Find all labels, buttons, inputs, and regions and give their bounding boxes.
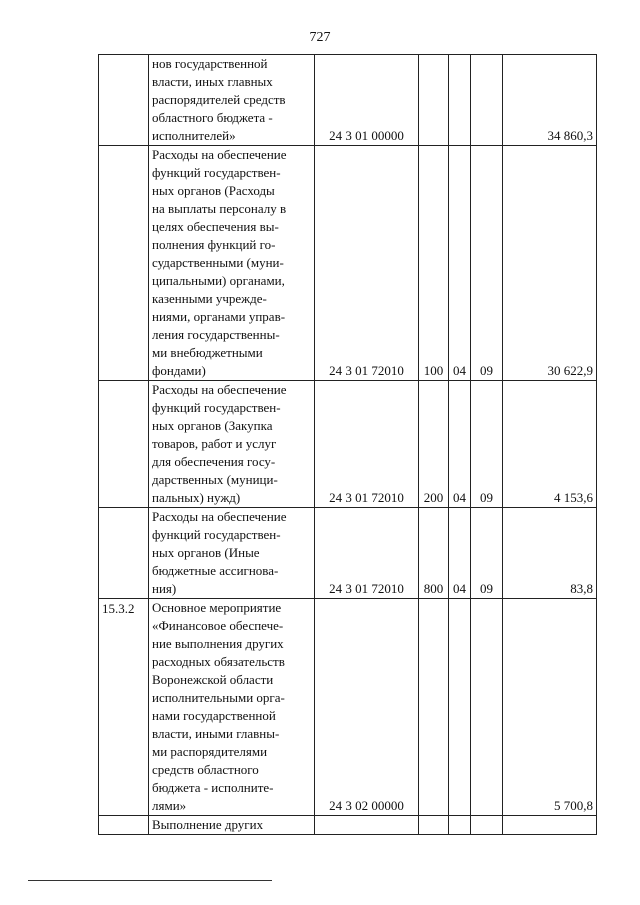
section-cell: 04 (449, 381, 471, 508)
section-cell (449, 55, 471, 146)
description-line: функций государствен- (152, 527, 281, 542)
description-cell (149, 146, 315, 381)
description-line: областного бюджета - (152, 110, 273, 125)
description-line: ных органов (Расходы (152, 183, 275, 198)
description-line: ми распорядителями (152, 744, 268, 759)
description-line: нами государственной (152, 708, 276, 723)
description-line: для обеспечения госу- (152, 454, 276, 469)
budget-table (98, 54, 597, 835)
description-cell (149, 508, 315, 599)
description-line: ния) (152, 581, 177, 596)
description-line: функций государствен- (152, 165, 281, 180)
expense-type-cell (419, 599, 449, 816)
amount-cell (503, 816, 597, 835)
table-row (99, 381, 597, 508)
section-cell (449, 816, 471, 835)
description-line: Расходы на обеспечение (152, 382, 287, 397)
expense-type-cell (419, 55, 449, 146)
row-number-cell (99, 55, 149, 146)
description-line: Выполнение других (152, 817, 264, 832)
target-article-cell: 24 3 02 00000 (315, 599, 419, 816)
description-cell (149, 381, 315, 508)
amount-cell: 34 860,3 (503, 55, 597, 146)
description-line: расходных обязательств (152, 654, 285, 669)
description-line: сударственными (муни- (152, 255, 284, 270)
description-cell (149, 816, 315, 835)
description-line: функций государствен- (152, 400, 281, 415)
table-row (99, 816, 597, 835)
table-row (99, 146, 597, 381)
target-article-cell: 24 3 01 00000 (315, 55, 419, 146)
row-number-cell: 15.3.2 (99, 599, 149, 816)
description-line: полнения функций го- (152, 237, 276, 252)
description-line: Расходы на обеспечение (152, 509, 287, 524)
description-line: ципальными) органами, (152, 273, 285, 288)
description-line: нов государственной (152, 56, 268, 71)
description-line: исполнителей» (152, 128, 236, 143)
description-line: фондами) (152, 363, 206, 378)
section-cell: 04 (449, 508, 471, 599)
description-line: власти, иных главных (152, 74, 273, 89)
description-line: средств областного (152, 762, 259, 777)
subsection-cell: 09 (471, 508, 503, 599)
row-number-cell (99, 381, 149, 508)
description-cell (149, 55, 315, 146)
expense-type-cell: 800 (419, 508, 449, 599)
section-cell (449, 599, 471, 816)
subsection-cell (471, 599, 503, 816)
subsection-cell: 09 (471, 381, 503, 508)
amount-cell: 5 700,8 (503, 599, 597, 816)
description-line: пальных) нужд) (152, 490, 241, 505)
description-line: товаров, работ и услуг (152, 436, 277, 451)
description-line: ления государственны- (152, 327, 280, 342)
table-row (99, 508, 597, 599)
footnote-rule (28, 880, 272, 881)
description-line: Расходы на обеспечение (152, 147, 287, 162)
section-cell: 04 (449, 146, 471, 381)
target-article-cell: 24 3 01 72010 (315, 381, 419, 508)
description-line: распорядителей средств (152, 92, 286, 107)
description-line: Основное мероприятие (152, 600, 282, 615)
expense-type-cell: 100 (419, 146, 449, 381)
description-line: бюджета - исполните- (152, 780, 274, 795)
row-number-cell (99, 816, 149, 835)
table-row (99, 55, 597, 146)
description-line: целях обеспечения вы- (152, 219, 279, 234)
description-line: исполнительными орга- (152, 690, 285, 705)
description-line: ние выполнения других (152, 636, 284, 651)
description-line: дарственных (муници- (152, 472, 278, 487)
amount-cell: 4 153,6 (503, 381, 597, 508)
expense-type-cell (419, 816, 449, 835)
description-line: Воронежской области (152, 672, 274, 687)
amount-cell: 30 622,9 (503, 146, 597, 381)
description-line: на выплаты персоналу в (152, 201, 287, 216)
description-line: ниями, органами управ- (152, 309, 286, 324)
expense-type-cell: 200 (419, 381, 449, 508)
row-number-cell (99, 508, 149, 599)
target-article-cell: 24 3 01 72010 (315, 146, 419, 381)
description-cell (149, 599, 315, 816)
table-row (99, 599, 597, 816)
description-line: «Финансовое обеспече- (152, 618, 284, 633)
description-line: ми внебюджетными (152, 345, 263, 360)
description-line: власти, иными главны- (152, 726, 280, 741)
subsection-cell: 09 (471, 146, 503, 381)
description-line: казенными учрежде- (152, 291, 267, 306)
target-article-cell: 24 3 01 72010 (315, 508, 419, 599)
description-line: ных органов (Иные (152, 545, 260, 560)
amount-cell: 83,8 (503, 508, 597, 599)
description-line: лями» (152, 798, 187, 813)
row-number-cell (99, 146, 149, 381)
page-number: 727 (309, 30, 331, 45)
description-line: бюджетные ассигнова- (152, 563, 279, 578)
subsection-cell (471, 816, 503, 835)
subsection-cell (471, 55, 503, 146)
description-line: ных органов (Закупка (152, 418, 273, 433)
target-article-cell (315, 816, 419, 835)
